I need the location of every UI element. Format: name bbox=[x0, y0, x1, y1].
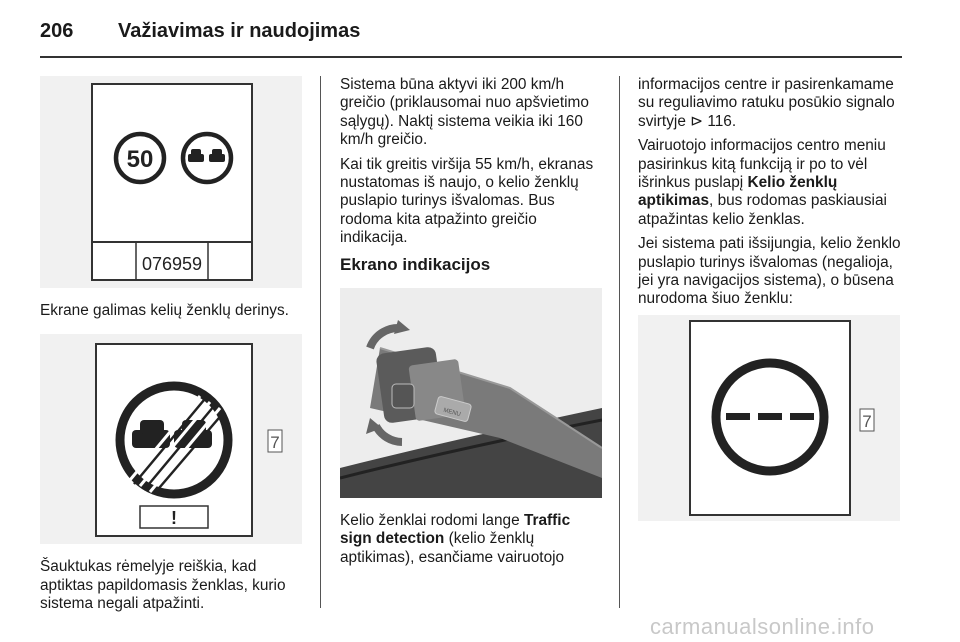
paragraph-system-off: Jei sistema pati išsijungia, kelio ženklo puslapio turinys išvalomas (negalioja, jei yra navigacijos sistema), o būsena nurodoma šiuo ženklu: bbox=[638, 235, 901, 308]
column-divider-2 bbox=[619, 76, 620, 608]
caption-sign-combination: Ekrane galimas kelių ženklų derinys. bbox=[40, 302, 289, 319]
paragraph-system-active: Sistema būna aktyvi iki 200 km/h greičio (priklausomai nuo apšvietimo sąlygų). Naktį sistema veikia iki 160 km/h greičio. bbox=[340, 76, 589, 149]
watermark: carmanualsonline.info bbox=[650, 614, 875, 639]
paragraph-info-centre: informacijos centre ir pasirenkamame su reguliavimo ratuku posūkio signalo svirtyje ⊳ 116. bbox=[638, 76, 895, 130]
side-number: 7 bbox=[270, 433, 280, 453]
column-2 bbox=[340, 76, 602, 573]
text-segment: (kelio ženklų aptikimas), esančiame vairuotojo bbox=[340, 530, 565, 566]
section-heading: Ekrano indikacijos bbox=[340, 254, 491, 274]
figure-turn-signal-lever bbox=[340, 288, 602, 498]
paragraph-speed-reset: Kai tik greitis viršija 55 km/h, ekranas nustatomas iš naujo, o kelio ženklų puslapio turinys išvalomas. Bus rodoma kita atpažinto greičio indikacija. bbox=[340, 155, 594, 247]
caption-unrecognized-sign: Šauktukas rėmelyje reiškia, kad aptiktas papildomasis ženklas, kurio sistema negali atpažinti. bbox=[40, 558, 286, 613]
column-1 bbox=[40, 76, 302, 620]
page-header bbox=[40, 14, 900, 54]
paragraph-menu-selection bbox=[638, 137, 904, 229]
side-number: 7 bbox=[862, 411, 872, 431]
menu-button-label: MENU bbox=[442, 407, 462, 419]
turn-signal-lever-illustration bbox=[340, 288, 602, 498]
figure-system-inactive-sign bbox=[638, 315, 900, 521]
system-inactive-illustration bbox=[638, 315, 900, 521]
text-segment: Vairuotojo informacijos centro meniu pasirinkus kitą funkciją ir po to vėl išrinkus puslapį bbox=[638, 137, 886, 192]
term-traffic-sign-detection: Traffic sign detection bbox=[340, 512, 571, 548]
speed-limit-value: 50 bbox=[126, 146, 154, 173]
text-segment: , bus rodomas paskiausiai atpažintas kelio ženklas. bbox=[638, 192, 887, 228]
figure-code: 076959 bbox=[141, 254, 203, 274]
page-title: Važiavimas ir naudojimas bbox=[118, 20, 361, 42]
page-number: 206 bbox=[40, 20, 74, 42]
term-kelio-zenklu-aptikimas: Kelio ženklų aptikimas bbox=[638, 174, 838, 210]
text-segment: Kelio ženklai rodomi lange bbox=[340, 512, 524, 530]
figure-unrecognized-sign bbox=[40, 334, 302, 544]
header-divider bbox=[40, 56, 902, 58]
paragraph-traffic-sign-window bbox=[340, 512, 602, 567]
column-divider-1 bbox=[320, 76, 321, 608]
exclamation-mark: ! bbox=[171, 508, 177, 529]
sign-combination-illustration bbox=[40, 76, 302, 288]
figure-sign-combination bbox=[40, 76, 302, 288]
column-3 bbox=[638, 76, 904, 521]
unrecognized-sign-illustration bbox=[40, 334, 302, 544]
